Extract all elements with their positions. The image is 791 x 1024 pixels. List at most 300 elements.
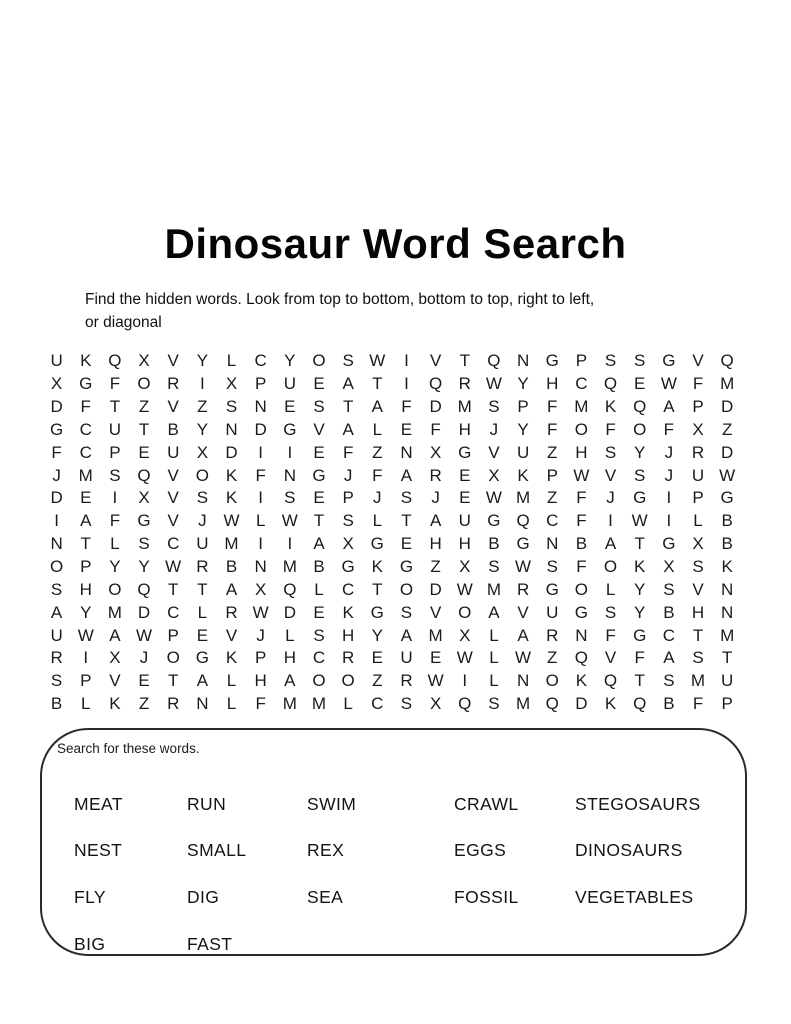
grid-cell: R <box>167 374 180 394</box>
grid-cell: T <box>80 534 91 554</box>
grid-cell: M <box>78 465 93 485</box>
grid-cell: H <box>79 579 92 599</box>
grid-cell: L <box>489 671 499 691</box>
grid-cell: K <box>371 557 383 577</box>
grid-cell: S <box>138 534 150 554</box>
grid-cell: M <box>282 557 297 577</box>
grid-cell: C <box>167 602 180 622</box>
grid-cell: A <box>663 397 675 417</box>
grid-cell: B <box>225 557 238 577</box>
grid-cell: S <box>692 557 704 577</box>
grid-cell: Q <box>633 397 647 417</box>
grid-cell: G <box>662 534 676 554</box>
grid-cell: A <box>663 648 675 668</box>
grid-cell: L <box>372 511 383 531</box>
grid-cell: B <box>663 602 675 622</box>
word-item: NEST <box>74 840 123 861</box>
grid-cell: V <box>167 465 179 485</box>
grid-cell: K <box>225 648 238 668</box>
grid-cell: Z <box>138 397 150 417</box>
grid-cell: O <box>195 465 209 485</box>
grid-cell: M <box>457 397 472 417</box>
grid-cell: W <box>281 511 298 531</box>
grid-cell: A <box>604 534 617 554</box>
grid-cell: S <box>50 579 63 599</box>
grid-cell: Z <box>372 671 383 691</box>
grid-cell: M <box>515 488 531 508</box>
grid-cell: K <box>225 465 238 485</box>
grid-cell: U <box>458 511 471 531</box>
grid-cell: Z <box>547 488 558 508</box>
grid-cell: H <box>283 648 296 668</box>
grid-cell: F <box>576 488 587 508</box>
grid-cell: S <box>604 351 617 371</box>
grid-cell: F <box>51 442 62 462</box>
grid-cell: E <box>138 671 150 691</box>
grid-cell: E <box>313 442 325 462</box>
grid-cell: X <box>429 442 442 462</box>
grid-cell: I <box>666 488 672 508</box>
grid-cell: V <box>604 465 617 485</box>
grid-cell: O <box>574 419 588 439</box>
grid-cell: N <box>254 397 267 417</box>
grid-cell: W <box>369 351 386 371</box>
grid-cell: E <box>313 488 325 508</box>
grid-cell: A <box>517 625 529 645</box>
grid-cell: T <box>109 397 121 417</box>
grid-cell: O <box>312 351 326 371</box>
grid-cell: X <box>342 534 354 554</box>
grid-cell: T <box>168 579 179 599</box>
grid-cell: K <box>517 465 529 485</box>
grid-cell: S <box>342 511 354 531</box>
grid-cell: T <box>168 671 179 691</box>
grid-cell: R <box>546 625 559 645</box>
grid-cell: F <box>342 442 354 462</box>
grid-cell: E <box>138 442 150 462</box>
grid-cell: A <box>50 602 63 622</box>
grid-cell: V <box>167 488 179 508</box>
grid-cell: S <box>488 557 500 577</box>
grid-cell: T <box>138 419 150 439</box>
grid-cell: P <box>167 625 179 645</box>
grid-cell: F <box>605 419 616 439</box>
grid-cell: U <box>50 625 63 645</box>
grid-cell: S <box>196 488 209 508</box>
grid-cell: A <box>225 579 238 599</box>
grid-cell: G <box>545 579 559 599</box>
grid-cell: D <box>283 602 296 622</box>
grid-cell: V <box>313 419 325 439</box>
grid-cell: Y <box>196 419 209 439</box>
grid-cell: S <box>284 488 296 508</box>
grid-cell: Q <box>574 648 588 668</box>
grid-cell: X <box>196 442 209 462</box>
grid-cell: O <box>458 602 472 622</box>
word-item: DINOSAURS <box>575 840 683 861</box>
grid-cell: G <box>633 625 647 645</box>
grid-cell: E <box>80 488 92 508</box>
grid-cell: F <box>401 397 412 417</box>
grid-cell: L <box>255 511 266 531</box>
word-row <box>42 828 745 875</box>
grid-cell: N <box>225 419 238 439</box>
grid-cell: S <box>692 648 704 668</box>
grid-cell: C <box>79 419 92 439</box>
grid-cell: G <box>399 557 414 577</box>
grid-cell: U <box>50 351 63 371</box>
word-item: FLY <box>74 886 106 907</box>
grid-cell: L <box>489 625 499 645</box>
grid-cell: N <box>575 625 588 645</box>
grid-cell: E <box>313 374 325 394</box>
grid-cell: Q <box>458 694 472 714</box>
grid-cell: U <box>167 442 180 462</box>
word-item: FAST <box>187 933 233 954</box>
grid-cell: U <box>721 671 734 691</box>
grid-cell: F <box>692 694 704 714</box>
word-row <box>42 921 745 968</box>
grid-cell: C <box>79 442 92 462</box>
grid-cell: S <box>400 488 413 508</box>
grid-cell: G <box>312 465 326 485</box>
grid-cell: A <box>284 671 296 691</box>
grid-cell: G <box>633 488 647 508</box>
grid-cell: S <box>109 465 121 485</box>
grid-cell: F <box>372 465 383 485</box>
grid-cell: M <box>515 694 531 714</box>
grid-cell: I <box>287 442 293 462</box>
grid-cell: G <box>195 648 209 668</box>
grid-cell: K <box>604 694 617 714</box>
grid-cell: L <box>81 694 91 714</box>
grid-cell: Y <box>517 419 529 439</box>
grid-cell: V <box>604 648 617 668</box>
grid-cell: C <box>575 374 588 394</box>
grid-cell: X <box>459 625 471 645</box>
grid-cell: M <box>720 625 735 645</box>
grid-cell: X <box>692 534 704 554</box>
grid-cell: A <box>400 465 413 485</box>
page-title: Dinosaur Word Search <box>164 220 627 268</box>
grid-cell: W <box>456 579 473 599</box>
grid-cell: A <box>196 671 209 691</box>
grid-cell: U <box>516 442 530 462</box>
grid-cell: T <box>721 648 733 668</box>
grid-cell: L <box>285 625 295 645</box>
grid-cell: G <box>79 374 93 394</box>
grid-cell: T <box>401 511 412 531</box>
grid-cell: L <box>110 534 120 554</box>
grid-cell: S <box>546 557 558 577</box>
grid-cell: X <box>50 374 63 394</box>
grid-cell: H <box>546 374 559 394</box>
grid-cell: F <box>255 694 266 714</box>
grid-cell: J <box>664 442 674 462</box>
grid-cell: C <box>254 351 267 371</box>
grid-cell: A <box>429 511 442 531</box>
grid-cell: V <box>167 397 179 417</box>
grid-cell: P <box>109 442 121 462</box>
grid-cell: X <box>255 579 267 599</box>
grid-cell: W <box>515 557 532 577</box>
grid-cell: X <box>429 694 442 714</box>
grid-cell: N <box>254 557 267 577</box>
grid-cell: K <box>225 488 238 508</box>
grid-cell: F <box>80 397 91 417</box>
grid-cell: Q <box>603 374 618 394</box>
grid-cell: E <box>400 534 413 554</box>
grid-cell: F <box>692 374 704 394</box>
grid-cell: Y <box>138 557 150 577</box>
word-list <box>42 781 745 967</box>
grid-cell: S <box>488 397 500 417</box>
grid-cell: W <box>485 374 502 394</box>
grid-cell: X <box>138 488 150 508</box>
grid-cell: O <box>633 419 647 439</box>
grid-cell: Q <box>137 465 151 485</box>
grid-cell: N <box>50 534 63 554</box>
grid-cell: J <box>256 625 265 645</box>
grid-cell: K <box>80 351 92 371</box>
grid-cell: X <box>488 465 500 485</box>
grid-cell: S <box>604 442 617 462</box>
grid-cell: W <box>252 602 269 622</box>
grid-cell: N <box>546 534 559 554</box>
grid-cell: K <box>604 397 617 417</box>
grid-cell: J <box>373 488 382 508</box>
grid-cell: S <box>313 397 325 417</box>
grid-cell: C <box>312 648 326 668</box>
grid-cell: Q <box>428 374 443 394</box>
grid-cell: O <box>545 671 559 691</box>
grid-cell: P <box>80 671 92 691</box>
grid-cell: D <box>50 488 63 508</box>
grid-cell: S <box>663 671 675 691</box>
grid-cell: G <box>370 534 384 554</box>
grid-cell: G <box>458 442 472 462</box>
grid-cell: M <box>574 397 589 417</box>
grid-cell: O <box>137 374 151 394</box>
grid-cell: Y <box>634 442 646 462</box>
grid-cell: O <box>49 557 64 577</box>
grid-cell: V <box>109 671 121 691</box>
word-item: STEGOSAURS <box>575 793 701 814</box>
grid-cell: Q <box>108 351 122 371</box>
grid-cell: W <box>631 511 648 531</box>
word-item: FOSSIL <box>454 886 519 907</box>
grid-cell: Y <box>80 602 92 622</box>
grid-cell: K <box>721 557 733 577</box>
grid-cell: I <box>83 648 89 668</box>
grid-cell: I <box>608 511 613 531</box>
grid-cell: G <box>720 488 734 508</box>
grid-cell: V <box>429 351 442 371</box>
grid-cell: S <box>488 694 500 714</box>
grid-cell: V <box>167 511 179 531</box>
grid-cell: D <box>225 442 238 462</box>
grid-cell: I <box>54 511 59 531</box>
grid-cell: G <box>516 534 530 554</box>
word-item: REX <box>307 840 345 861</box>
grid-cell: C <box>662 625 675 645</box>
grid-cell: E <box>371 648 383 668</box>
grid-cell: B <box>721 534 733 554</box>
grid-cell: Z <box>372 442 383 462</box>
grid-cell: G <box>662 351 676 371</box>
word-row <box>42 874 745 921</box>
word-item: SEA <box>307 886 344 907</box>
grid-cell: O <box>574 579 588 599</box>
grid-cell: H <box>458 419 471 439</box>
grid-cell: I <box>462 671 468 691</box>
grid-cell: E <box>459 488 471 508</box>
grid-cell: X <box>459 557 471 577</box>
grid-cell: Y <box>284 351 296 371</box>
grid-cell: I <box>404 351 409 371</box>
grid-cell: S <box>313 625 325 645</box>
grid-cell: R <box>400 671 413 691</box>
grid-cell: O <box>399 579 414 599</box>
grid-cell: I <box>199 374 205 394</box>
grid-cell: L <box>372 419 383 439</box>
grid-cell: F <box>547 419 558 439</box>
grid-cell: P <box>721 694 733 714</box>
grid-cell: V <box>225 625 238 645</box>
grid-cell: Z <box>547 442 558 462</box>
grid-cell: S <box>663 579 675 599</box>
grid-cell: K <box>575 671 588 691</box>
grid-cell: R <box>196 557 209 577</box>
grid-cell: P <box>517 397 529 417</box>
word-item: SMALL <box>187 840 247 861</box>
grid-cell: Q <box>516 511 530 531</box>
grid-cell: R <box>691 442 705 462</box>
grid-cell: Z <box>197 397 208 417</box>
grid-cell: Q <box>283 579 297 599</box>
grid-cell: W <box>165 557 182 577</box>
grid-cell: L <box>226 694 237 714</box>
grid-cell: P <box>255 374 267 394</box>
grid-cell: B <box>663 694 675 714</box>
grid-cell: L <box>226 351 237 371</box>
grid-cell: U <box>546 602 559 622</box>
grid-cell: D <box>429 579 442 599</box>
grid-cell: T <box>372 579 383 599</box>
grid-cell: L <box>226 671 237 691</box>
grid-cell: A <box>371 397 383 417</box>
grid-cell: A <box>400 625 413 645</box>
grid-cell: Z <box>721 419 733 439</box>
grid-cell: I <box>287 534 293 554</box>
grid-cell: G <box>487 511 501 531</box>
grid-cell: G <box>574 602 588 622</box>
grid-cell: P <box>692 488 704 508</box>
grid-cell: I <box>112 488 118 508</box>
grid-cell: F <box>430 419 441 439</box>
grid-cell: G <box>545 351 559 371</box>
word-item: RUN <box>187 793 227 814</box>
grid-cell: D <box>254 419 267 439</box>
word-item: CRAWL <box>454 793 519 814</box>
grid-cell: D <box>721 397 734 417</box>
instructions-line2: or diagonal <box>85 314 162 331</box>
grid-cell: O <box>108 579 122 599</box>
grid-cell: T <box>692 625 704 645</box>
grid-cell: R <box>50 648 63 668</box>
grid-cell: F <box>663 419 675 439</box>
grid-cell: G <box>283 419 297 439</box>
grid-cell: Y <box>517 374 529 394</box>
grid-cell: R <box>429 465 442 485</box>
grid-cell: M <box>720 374 735 394</box>
grid-cell: D <box>429 397 442 417</box>
grid-cell: N <box>721 602 734 622</box>
grid-cell: A <box>488 602 500 622</box>
grid-cell: G <box>137 511 151 531</box>
grid-cell: S <box>400 694 413 714</box>
grid-cell: M <box>428 625 443 645</box>
grid-cell: X <box>692 419 704 439</box>
grid-cell: H <box>429 534 442 554</box>
word-item: EGGS <box>454 840 507 861</box>
grid-cell: V <box>429 602 442 622</box>
grid-cell: N <box>721 579 734 599</box>
word-item: DIG <box>187 886 220 907</box>
grid-cell: P <box>575 351 588 371</box>
grid-cell: B <box>488 534 500 554</box>
grid-cell: F <box>109 374 121 394</box>
grid-cell: C <box>371 694 384 714</box>
grid-cell: F <box>634 648 645 668</box>
grid-cell: P <box>80 557 92 577</box>
grid-cell: J <box>52 465 61 485</box>
word-item: SWIM <box>307 793 357 814</box>
grid-cell: O <box>341 671 355 691</box>
grid-cell: Q <box>633 694 647 714</box>
grid-cell: M <box>311 694 327 714</box>
grid-cell: U <box>108 419 122 439</box>
grid-cell: J <box>606 488 615 508</box>
grid-cell: X <box>138 351 150 371</box>
grid-cell: T <box>634 534 645 554</box>
grid-cell: A <box>80 511 92 531</box>
grid-cell: M <box>690 671 706 691</box>
grid-cell: S <box>634 465 646 485</box>
grid-cell: T <box>342 397 354 417</box>
grid-cell: C <box>342 579 355 599</box>
grid-cell: I <box>666 511 672 531</box>
grid-cell: Z <box>547 648 558 668</box>
grid-cell: E <box>429 648 442 668</box>
grid-cell: O <box>603 557 618 577</box>
grid-cell: M <box>486 579 501 599</box>
grid-cell: S <box>50 671 63 691</box>
word-item: VEGETABLES <box>575 886 694 907</box>
grid-cell: W <box>456 648 473 668</box>
grid-cell: W <box>660 374 677 394</box>
grid-cell: S <box>400 602 413 622</box>
grid-cell: Y <box>196 351 209 371</box>
grid-cell: P <box>255 648 267 668</box>
grid-cell: V <box>517 602 529 622</box>
grid-cell: W <box>223 511 240 531</box>
grid-cell: X <box>109 648 121 668</box>
grid-cell: A <box>342 419 354 439</box>
grid-cell: N <box>400 442 413 462</box>
grid-cell: G <box>370 602 384 622</box>
grid-cell: J <box>139 648 149 668</box>
